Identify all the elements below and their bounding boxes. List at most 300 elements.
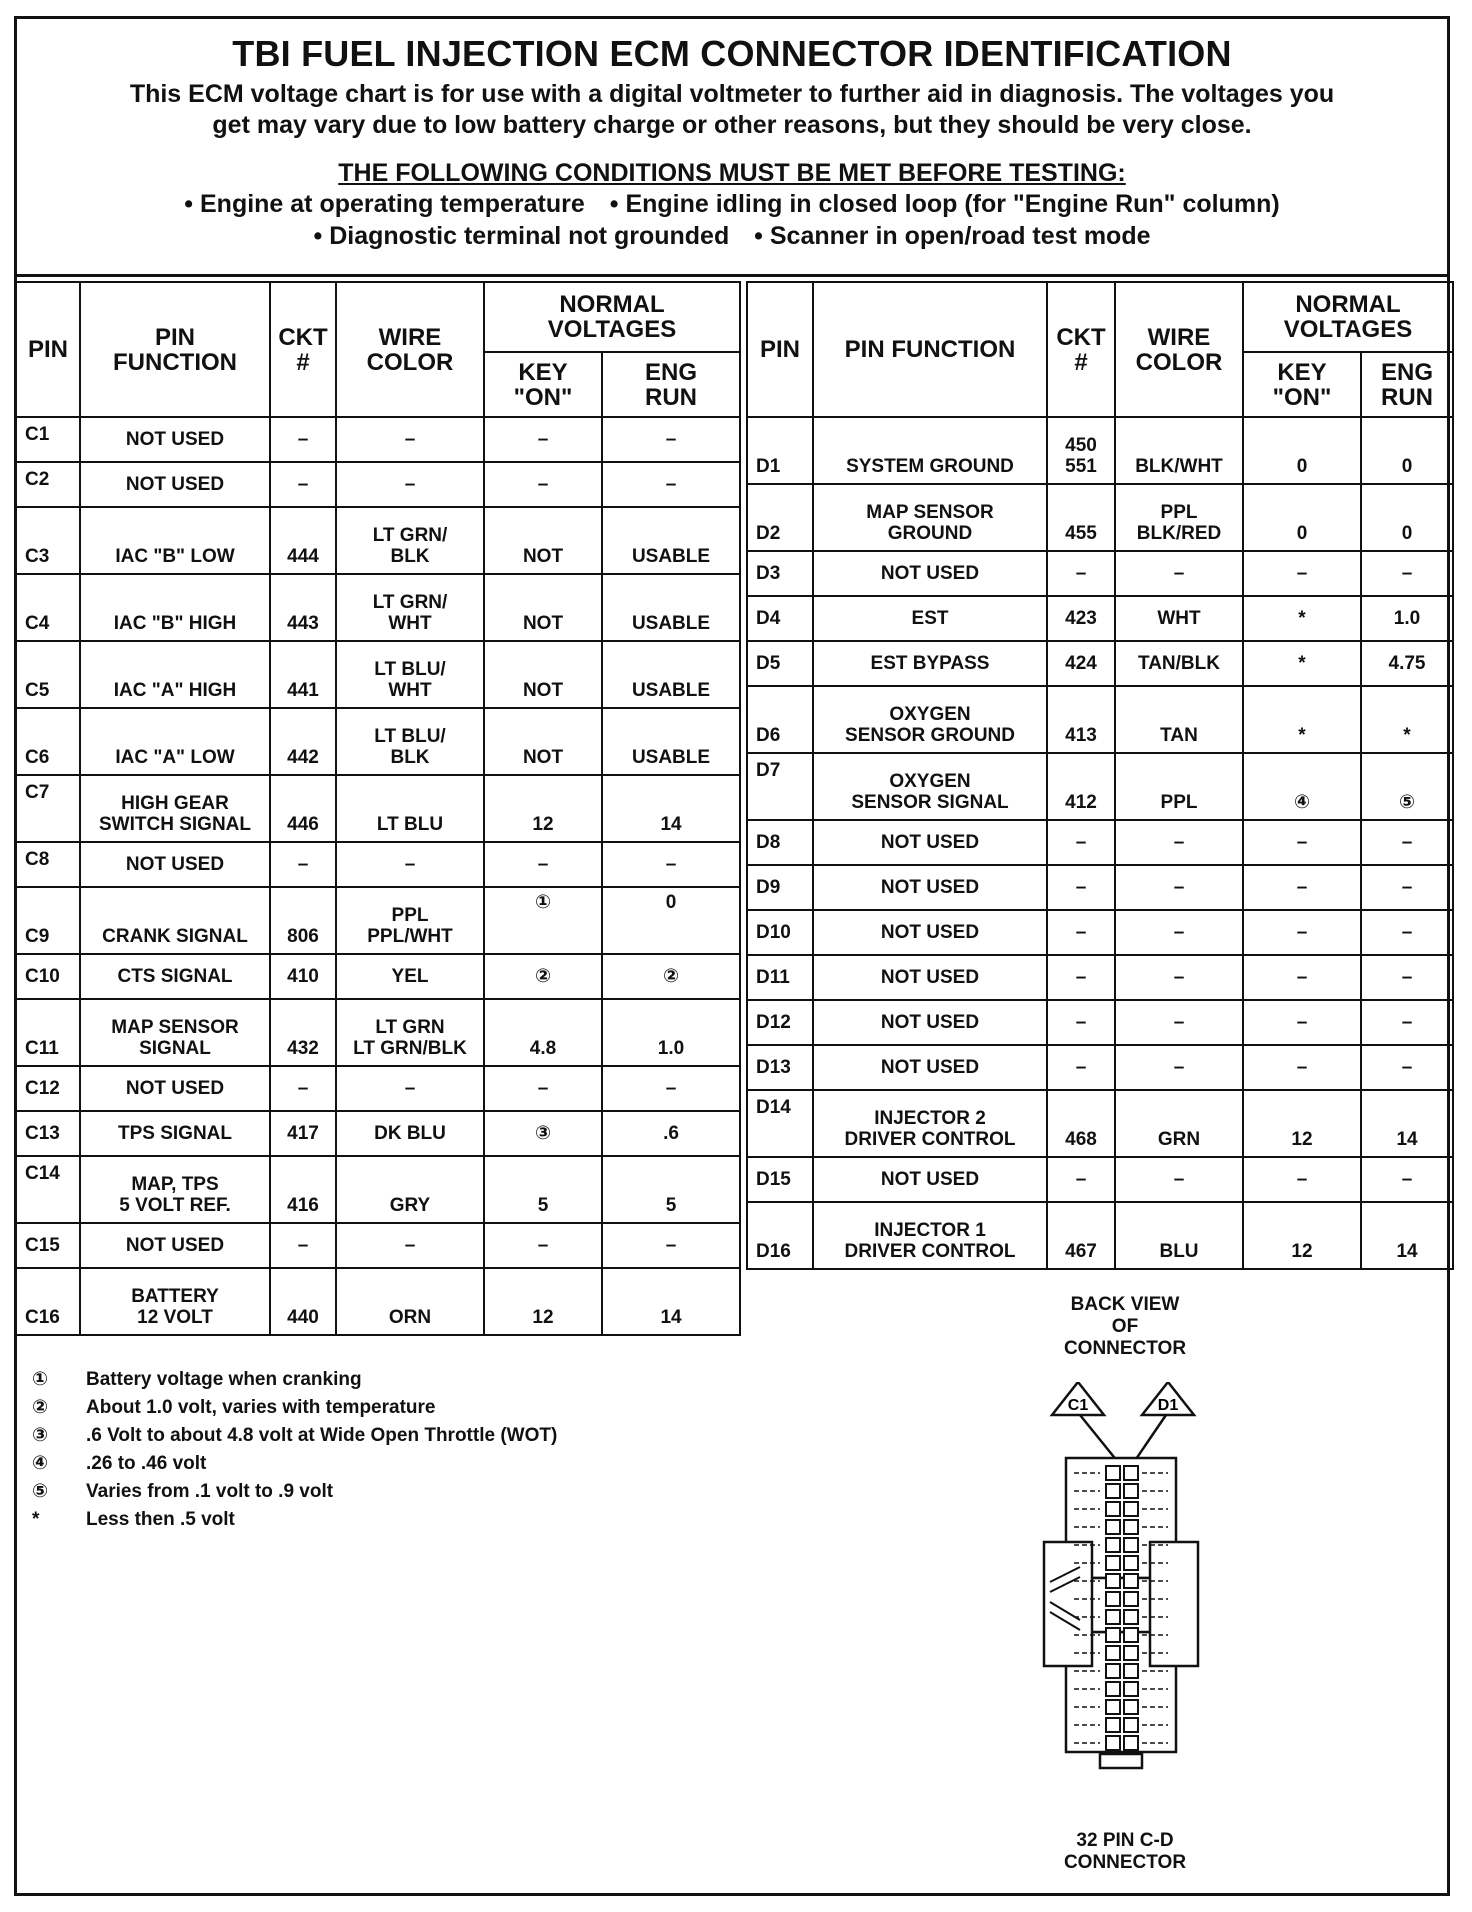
conditions-line — [17, 188, 1447, 220]
pin-cavity — [1106, 1718, 1120, 1732]
cell-eng-run: USABLE — [602, 574, 740, 641]
cell-function: EST BYPASS — [813, 641, 1047, 686]
cell-pin: C3 — [16, 507, 80, 574]
cell-eng-run: 1.0 — [1361, 596, 1453, 641]
footnote-mark: ④ — [32, 1453, 49, 1474]
footnote — [28, 1506, 557, 1534]
table-row — [747, 910, 1453, 955]
cell-key-on: – — [1243, 1157, 1361, 1202]
cell-function: MAP, TPS 5 VOLT REF. — [80, 1156, 270, 1223]
cell-wire: LT GRN/ BLK — [336, 507, 484, 574]
table-row — [16, 1111, 740, 1156]
cell-key-on: ① — [484, 887, 602, 954]
cell-pin: C5 — [16, 641, 80, 708]
pin-cavity — [1124, 1520, 1138, 1534]
cell-eng-run: – — [602, 1223, 740, 1268]
cell-ckt: 468 — [1047, 1090, 1115, 1157]
table-row — [747, 1090, 1453, 1157]
cell-key-on: 12 — [484, 775, 602, 842]
footnote-text: Battery voltage when cranking — [86, 1369, 362, 1390]
cell-pin: C14 — [16, 1156, 80, 1223]
connector-foot — [1100, 1754, 1142, 1768]
pin-cavity — [1124, 1574, 1138, 1588]
pin-cavity — [1106, 1466, 1120, 1480]
table-row — [747, 1157, 1453, 1202]
cell-function: NOT USED — [813, 1045, 1047, 1090]
cell-ckt: 417 — [270, 1111, 336, 1156]
cell-function: INJECTOR 2 DRIVER CONTROL — [813, 1090, 1047, 1157]
cell-function: NOT USED — [80, 417, 270, 462]
cell-eng-run: USABLE — [602, 708, 740, 775]
cell-key-on: * — [1243, 686, 1361, 753]
condition-item: • Scanner in open/road test mode — [754, 222, 1151, 250]
table-row — [747, 1045, 1453, 1090]
cell-ckt: 467 — [1047, 1202, 1115, 1269]
cell-eng-run: – — [1361, 1157, 1453, 1202]
cell-pin: C9 — [16, 887, 80, 954]
table-row — [16, 1156, 740, 1223]
cell-key-on: * — [1243, 596, 1361, 641]
table-row — [16, 887, 740, 954]
cell-wire: – — [336, 1066, 484, 1111]
table-row — [16, 842, 740, 887]
c-connector-table — [15, 281, 741, 1336]
cell-ckt: – — [1047, 551, 1115, 596]
table-row — [16, 1268, 740, 1335]
cell-pin: D9 — [747, 865, 813, 910]
cell-eng-run: 0 — [1361, 484, 1453, 551]
cell-key-on: – — [484, 462, 602, 507]
cell-eng-run: – — [1361, 865, 1453, 910]
footnote — [28, 1422, 557, 1450]
cell-ckt: 423 — [1047, 596, 1115, 641]
pin-cavity — [1124, 1592, 1138, 1606]
col-header-normal-voltages: NORMAL VOLTAGES — [484, 282, 740, 352]
cell-pin: D3 — [747, 551, 813, 596]
cell-pin: D4 — [747, 596, 813, 641]
cell-function: IAC "A" LOW — [80, 708, 270, 775]
col-header-wire-color: WIRE COLOR — [1115, 282, 1243, 417]
cell-ckt: 443 — [270, 574, 336, 641]
cell-key-on: 0 — [1243, 417, 1361, 484]
pin-cavity — [1106, 1664, 1120, 1678]
cell-key-on: 0 — [1243, 484, 1361, 551]
cell-ckt: – — [270, 1223, 336, 1268]
table-row — [747, 753, 1453, 820]
cell-ckt: 806 — [270, 887, 336, 954]
cell-function: IAC "B" HIGH — [80, 574, 270, 641]
cell-pin: D15 — [747, 1157, 813, 1202]
cell-eng-run: 1.0 — [602, 999, 740, 1066]
cell-eng-run: – — [1361, 955, 1453, 1000]
cell-wire: BLK/WHT — [1115, 417, 1243, 484]
cell-ckt: – — [270, 842, 336, 887]
footnote-mark: ⑤ — [32, 1481, 49, 1502]
cell-pin: D6 — [747, 686, 813, 753]
cell-wire: – — [1115, 820, 1243, 865]
cell-key-on: – — [1243, 1000, 1361, 1045]
cell-function: INJECTOR 1 DRIVER CONTROL — [813, 1202, 1047, 1269]
cell-function: MAP SENSOR GROUND — [813, 484, 1047, 551]
pin-cavity — [1106, 1556, 1120, 1570]
cell-wire: – — [336, 417, 484, 462]
pin-cavity — [1106, 1682, 1120, 1696]
conditions-heading: THE FOLLOWING CONDITIONS MUST BE MET BEFORE TESTING: — [338, 159, 1126, 187]
cell-eng-run: 14 — [602, 775, 740, 842]
tag-d-label: D1 — [1157, 1397, 1179, 1414]
cell-ckt: 416 — [270, 1156, 336, 1223]
pin-cavity — [1106, 1628, 1120, 1642]
cell-function: IAC "B" LOW — [80, 507, 270, 574]
cell-key-on: NOT — [484, 708, 602, 775]
cell-ckt: 440 — [270, 1268, 336, 1335]
cell-pin: D7 — [747, 753, 813, 820]
cell-function: SYSTEM GROUND — [813, 417, 1047, 484]
pin-cavity — [1124, 1700, 1138, 1714]
cell-wire: GRY — [336, 1156, 484, 1223]
cell-wire: LT BLU/ BLK — [336, 708, 484, 775]
connector-top-label: BACK VIEW OF CONNECTOR — [1063, 1294, 1187, 1359]
pin-cavity — [1124, 1682, 1138, 1696]
pin-cavity — [1124, 1466, 1138, 1480]
connector-tag-d — [1134, 1382, 1194, 1462]
col-header-ckt: CKT # — [270, 282, 336, 417]
cell-key-on: 12 — [1243, 1090, 1361, 1157]
cell-eng-run: – — [1361, 820, 1453, 865]
table-row — [16, 1223, 740, 1268]
footnote-mark: * — [32, 1509, 40, 1530]
table-row — [16, 507, 740, 574]
intro-text — [57, 79, 1407, 141]
cell-pin: C6 — [16, 708, 80, 775]
table-row — [747, 865, 1453, 910]
cell-function: NOT USED — [80, 1066, 270, 1111]
pin-cavity — [1124, 1484, 1138, 1498]
col-header-pin-function: PIN FUNCTION — [80, 282, 270, 417]
cell-function: CRANK SIGNAL — [80, 887, 270, 954]
col-header-key-on: KEY "ON" — [1243, 352, 1361, 417]
pin-cavity — [1106, 1574, 1120, 1588]
d-connector-table — [746, 281, 1454, 1270]
cell-wire: PPL BLK/RED — [1115, 484, 1243, 551]
cell-wire: BLU — [1115, 1202, 1243, 1269]
cell-wire: – — [1115, 865, 1243, 910]
cell-eng-run: * — [1361, 686, 1453, 753]
cell-function: MAP SENSOR SIGNAL — [80, 999, 270, 1066]
table-row — [747, 551, 1453, 596]
col-header-key-on: KEY "ON" — [484, 352, 602, 417]
cell-function: EST — [813, 596, 1047, 641]
cell-ckt: – — [1047, 1157, 1115, 1202]
cell-ckt: 450 551 — [1047, 417, 1115, 484]
table-row — [747, 820, 1453, 865]
pin-cavity — [1124, 1664, 1138, 1678]
cell-eng-run: USABLE — [602, 641, 740, 708]
cell-pin: C2 — [16, 462, 80, 507]
cell-pin: C1 — [16, 417, 80, 462]
table-row — [16, 999, 740, 1066]
cell-eng-run: – — [1361, 1045, 1453, 1090]
cell-ckt: 442 — [270, 708, 336, 775]
cell-key-on: 4.8 — [484, 999, 602, 1066]
footnote-text: Less then .5 volt — [86, 1509, 235, 1530]
table-row — [747, 1202, 1453, 1269]
cell-key-on: – — [1243, 1045, 1361, 1090]
condition-item: • Engine idling in closed loop (for "Engine Run" column) — [609, 190, 1280, 218]
cell-wire: PPL — [1115, 753, 1243, 820]
table-row — [16, 708, 740, 775]
cell-key-on: – — [484, 1066, 602, 1111]
pin-cavity — [1124, 1718, 1138, 1732]
cell-pin: C8 — [16, 842, 80, 887]
cell-ckt: 410 — [270, 954, 336, 999]
cell-wire: – — [1115, 1000, 1243, 1045]
table-row — [16, 574, 740, 641]
cell-pin: D16 — [747, 1202, 813, 1269]
cell-key-on: ③ — [484, 1111, 602, 1156]
footnote-text: .6 Volt to about 4.8 volt at Wide Open Throttle (WOT) — [86, 1425, 558, 1446]
footnote-mark: ① — [32, 1369, 49, 1390]
table-row — [16, 1066, 740, 1111]
cell-wire: – — [1115, 910, 1243, 955]
pin-cavity — [1106, 1502, 1120, 1516]
cell-wire: DK BLU — [336, 1111, 484, 1156]
cell-pin: C11 — [16, 999, 80, 1066]
cell-ckt: 413 — [1047, 686, 1115, 753]
cell-pin: C10 — [16, 954, 80, 999]
cell-key-on: – — [1243, 551, 1361, 596]
cell-function: TPS SIGNAL — [80, 1111, 270, 1156]
table-row — [16, 462, 740, 507]
cell-wire: LT GRN LT GRN/BLK — [336, 999, 484, 1066]
pin-cavity — [1106, 1592, 1120, 1606]
footnote-mark: ② — [32, 1397, 49, 1418]
cell-key-on: NOT — [484, 507, 602, 574]
cell-function: IAC "A" HIGH — [80, 641, 270, 708]
footnote — [28, 1394, 557, 1422]
col-header-eng-run: ENG RUN — [1361, 352, 1453, 417]
col-header-ckt: CKT # — [1047, 282, 1115, 417]
cell-ckt: – — [270, 1066, 336, 1111]
cell-eng-run: 14 — [602, 1268, 740, 1335]
connector-latch-right — [1150, 1542, 1198, 1666]
cell-key-on: – — [484, 417, 602, 462]
cell-pin: D2 — [747, 484, 813, 551]
cell-pin: C12 — [16, 1066, 80, 1111]
cell-ckt: – — [1047, 865, 1115, 910]
cell-pin: D1 — [747, 417, 813, 484]
cell-pin: D5 — [747, 641, 813, 686]
tag-c-label: C1 — [1067, 1397, 1089, 1414]
cell-pin: C16 — [16, 1268, 80, 1335]
pin-cavity — [1106, 1736, 1120, 1750]
cell-pin: D10 — [747, 910, 813, 955]
cell-pin: C7 — [16, 775, 80, 842]
cell-key-on: * — [1243, 641, 1361, 686]
col-header-pin: PIN — [747, 282, 813, 417]
cell-pin: C4 — [16, 574, 80, 641]
cell-eng-run: ② — [602, 954, 740, 999]
connector-bottom-label: 32 PIN C-D CONNECTOR — [1063, 1830, 1187, 1873]
cell-eng-run: 4.75 — [1361, 641, 1453, 686]
cell-ckt: – — [1047, 955, 1115, 1000]
col-header-wire-color: WIRE COLOR — [336, 282, 484, 417]
cell-function: NOT USED — [80, 842, 270, 887]
cell-function: HIGH GEAR SWITCH SIGNAL — [80, 775, 270, 842]
cell-pin: C15 — [16, 1223, 80, 1268]
footnote — [28, 1478, 557, 1506]
cell-ckt: 441 — [270, 641, 336, 708]
cell-ckt: – — [1047, 1045, 1115, 1090]
col-header-pin: PIN — [16, 282, 80, 417]
cell-eng-run: – — [602, 842, 740, 887]
cell-eng-run: USABLE — [602, 507, 740, 574]
cell-function: NOT USED — [813, 955, 1047, 1000]
footnote — [28, 1450, 557, 1478]
connector-tag-c — [1052, 1382, 1118, 1462]
cell-wire: – — [1115, 1045, 1243, 1090]
cell-eng-run: – — [602, 417, 740, 462]
col-header-eng-run: ENG RUN — [602, 352, 740, 417]
connector-latch-left — [1044, 1542, 1092, 1666]
cell-key-on: – — [1243, 865, 1361, 910]
cell-key-on: 5 — [484, 1156, 602, 1223]
table-row — [747, 596, 1453, 641]
footnote-text: Varies from .1 volt to .9 volt — [86, 1481, 334, 1502]
pin-cavity — [1106, 1538, 1120, 1552]
cell-function: NOT USED — [813, 910, 1047, 955]
cell-key-on: – — [1243, 955, 1361, 1000]
pin-cavity — [1106, 1484, 1120, 1498]
cell-ckt: 432 — [270, 999, 336, 1066]
cell-function: NOT USED — [80, 1223, 270, 1268]
cell-wire: – — [336, 842, 484, 887]
cell-eng-run: – — [602, 1066, 740, 1111]
footnote-mark: ③ — [32, 1425, 49, 1446]
footnote-text: About 1.0 volt, varies with temperature — [86, 1397, 436, 1418]
footnote — [28, 1366, 557, 1394]
cell-wire: – — [336, 1223, 484, 1268]
footnote-text: .26 to .46 volt — [86, 1453, 207, 1474]
cell-pin: D14 — [747, 1090, 813, 1157]
cell-eng-run: ⑤ — [1361, 753, 1453, 820]
cell-function: NOT USED — [813, 820, 1047, 865]
header — [17, 19, 1447, 277]
cell-pin: D13 — [747, 1045, 813, 1090]
intro-line: get may vary due to low battery charge or other reasons, but they should be very close. — [212, 111, 1252, 139]
table-row — [747, 641, 1453, 686]
cell-wire: GRN — [1115, 1090, 1243, 1157]
cell-key-on: – — [484, 842, 602, 887]
cell-eng-run: .6 — [602, 1111, 740, 1156]
cell-function: NOT USED — [813, 1000, 1047, 1045]
cell-wire: TAN/BLK — [1115, 641, 1243, 686]
cell-function: OXYGEN SENSOR SIGNAL — [813, 753, 1047, 820]
cell-wire: LT BLU — [336, 775, 484, 842]
pin-cavity — [1124, 1538, 1138, 1552]
cell-key-on: NOT — [484, 574, 602, 641]
pin-cavity — [1124, 1502, 1138, 1516]
cell-wire: – — [1115, 551, 1243, 596]
conditions-line — [17, 220, 1447, 252]
cell-wire: WHT — [1115, 596, 1243, 641]
pin-cavity — [1106, 1700, 1120, 1714]
cell-ckt: 446 — [270, 775, 336, 842]
cell-eng-run: – — [602, 462, 740, 507]
cell-wire: YEL — [336, 954, 484, 999]
page-title: TBI FUEL INJECTION ECM CONNECTOR IDENTIFICATION — [232, 33, 1232, 74]
table-row — [747, 484, 1453, 551]
table-row — [16, 775, 740, 842]
connector-diagram — [1030, 1382, 1220, 1802]
cell-ckt: 424 — [1047, 641, 1115, 686]
cell-function: NOT USED — [813, 865, 1047, 910]
cell-wire: LT GRN/ WHT — [336, 574, 484, 641]
cell-eng-run: 14 — [1361, 1090, 1453, 1157]
condition-item: • Engine at operating temperature — [184, 190, 585, 218]
cell-pin: D12 — [747, 1000, 813, 1045]
cell-key-on: 12 — [1243, 1202, 1361, 1269]
pin-cavity — [1106, 1610, 1120, 1624]
cell-key-on: 12 — [484, 1268, 602, 1335]
cell-eng-run: – — [1361, 1000, 1453, 1045]
cell-ckt: – — [270, 417, 336, 462]
cell-key-on: NOT — [484, 641, 602, 708]
pin-cavity — [1124, 1646, 1138, 1660]
cell-eng-run: 14 — [1361, 1202, 1453, 1269]
pin-cavity — [1106, 1520, 1120, 1534]
cell-key-on: – — [1243, 820, 1361, 865]
cell-pin: D11 — [747, 955, 813, 1000]
cell-eng-run: – — [1361, 551, 1453, 596]
table-row — [16, 417, 740, 462]
pin-cavity — [1106, 1646, 1120, 1660]
cell-function: NOT USED — [813, 1157, 1047, 1202]
cell-ckt: 444 — [270, 507, 336, 574]
pin-cavity — [1124, 1556, 1138, 1570]
pin-cavity — [1124, 1610, 1138, 1624]
col-header-normal-voltages: NORMAL VOLTAGES — [1243, 282, 1453, 352]
pin-cavity — [1124, 1628, 1138, 1642]
table-row — [16, 641, 740, 708]
cell-wire: – — [336, 462, 484, 507]
cell-wire: LT BLU/ WHT — [336, 641, 484, 708]
pin-cavity — [1124, 1736, 1138, 1750]
table-row — [747, 417, 1453, 484]
cell-key-on: – — [484, 1223, 602, 1268]
cell-wire: PPL PPL/WHT — [336, 887, 484, 954]
table-row — [747, 955, 1453, 1000]
cell-ckt: – — [270, 462, 336, 507]
condition-item: • Diagnostic terminal not grounded — [313, 222, 730, 250]
cell-ckt: – — [1047, 1000, 1115, 1045]
cell-wire: – — [1115, 955, 1243, 1000]
cell-function: CTS SIGNAL — [80, 954, 270, 999]
cell-pin: D8 — [747, 820, 813, 865]
footnotes — [28, 1366, 557, 1534]
cell-eng-run: 0 — [602, 887, 740, 954]
cell-eng-run: 0 — [1361, 417, 1453, 484]
cell-function: NOT USED — [813, 551, 1047, 596]
cell-eng-run: 5 — [602, 1156, 740, 1223]
table-row — [747, 686, 1453, 753]
intro-line: This ECM voltage chart is for use with a digital voltmeter to further aid in diagnosis. The voltages you — [129, 80, 1335, 108]
col-header-pin-function: PIN FUNCTION — [813, 282, 1047, 417]
cell-ckt: 412 — [1047, 753, 1115, 820]
cell-ckt: 455 — [1047, 484, 1115, 551]
cell-key-on: ② — [484, 954, 602, 999]
cell-wire: ORN — [336, 1268, 484, 1335]
